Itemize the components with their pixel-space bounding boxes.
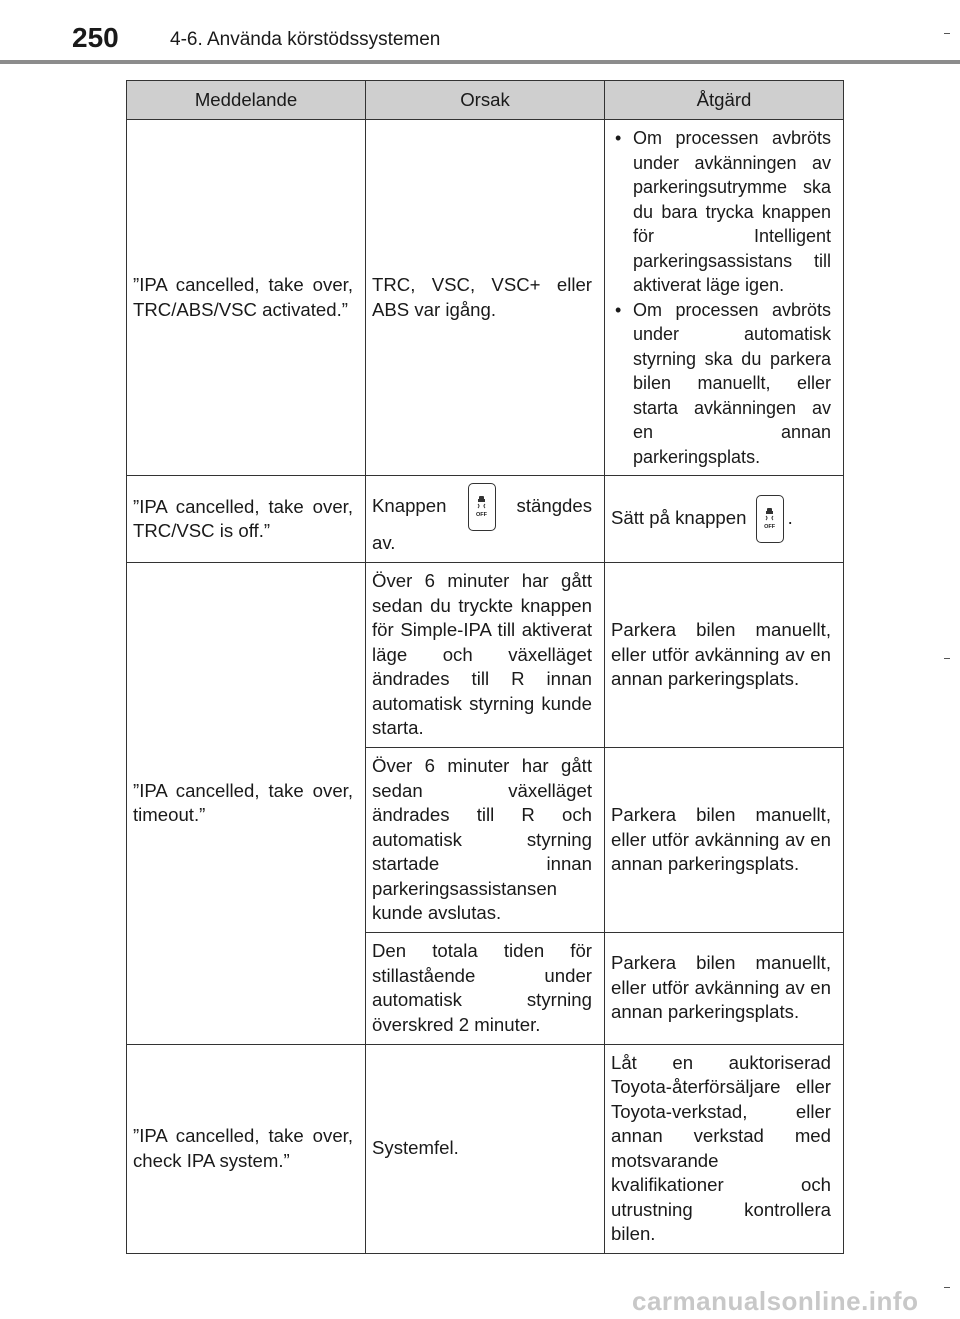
cause-cell: TRC, VSC, VSC+ eller ABS var igång.: [366, 120, 605, 476]
cause-cell: [366, 476, 605, 563]
message-table: [126, 80, 844, 1254]
margin-mark: [944, 33, 950, 34]
column-header: Orsak: [366, 81, 605, 120]
vsc-off-switch-icon: [468, 483, 496, 531]
action-list: [611, 126, 831, 469]
cause-cell: Systemfel.: [366, 1044, 605, 1253]
cause-text: Knappen: [372, 494, 447, 516]
action-cell: Parkera bilen manuellt, eller utför avkänning av en annan parkeringsplats.: [605, 748, 844, 933]
action-cell: Låt en auktoriserad Toyota-återförsäljare eller Toyota-verkstad, eller annan verkstad med motsvarande kvalifikationer och utrustning kontrollera bilen.: [605, 1044, 844, 1253]
message-cell: ”IPA cancelled, take over, TRC/ABS/VSC activated.”: [127, 120, 366, 476]
table-row: [127, 563, 844, 748]
margin-mark: [944, 658, 950, 659]
action-cell: Parkera bilen manuellt, eller utför avkänning av en annan parkeringsplats.: [605, 932, 844, 1044]
list-item: • Om processen avbröts under avkänningen av parkeringsutrymme ska du bara trycka knappen för Intelligent parkeringsassistans till aktiverat läge igen.: [611, 126, 831, 298]
cause-text: stängdes av.: [372, 494, 593, 553]
column-header: Meddelande: [127, 81, 366, 120]
vsc-off-switch-icon: [756, 495, 784, 543]
list-item: • Om processen avbröts under automatisk styrning ska du parkera bilen manuellt, eller starta avkänningen av en annan parkeringsplats.: [611, 298, 831, 470]
action-cell: [605, 120, 844, 476]
page-number: 250: [72, 22, 119, 53]
skid-car-icon: [765, 508, 774, 521]
cause-cell: Över 6 minuter har gått sedan du tryckte knappen för Simple-IPA till aktiverat läge och växelläget ändrades till R innan automatisk styrning kunde starta.: [366, 563, 605, 748]
table-header-row: [127, 81, 844, 120]
watermark: carmanualsonline.info: [632, 1286, 919, 1316]
column-header: Åtgärd: [605, 81, 844, 120]
message-cell: ”IPA cancelled, take over, TRC/VSC is off.”: [127, 476, 366, 563]
header-rule: [0, 60, 960, 64]
off-label: OFF: [764, 524, 776, 530]
table-row: [127, 120, 844, 476]
cause-cell: Över 6 minuter har gått sedan växelläget ändrades till R och automatisk styrning startade innan parkeringsassistansen kunde avslutas.: [366, 748, 605, 933]
skid-car-icon: [477, 496, 486, 509]
action-cell: [605, 476, 844, 563]
cause-cell: Den totala tiden för stillastående under automatisk styrning överskred 2 minuter.: [366, 932, 605, 1044]
table-row: [127, 1044, 844, 1253]
action-text: Sätt på knappen: [611, 506, 747, 528]
message-cell: ”IPA cancelled, take over, timeout.”: [127, 563, 366, 1045]
margin-mark: [944, 1287, 950, 1288]
action-cell: Parkera bilen manuellt, eller utför avkänning av en annan parkeringsplats.: [605, 563, 844, 748]
message-cell: ”IPA cancelled, take over, check IPA system.”: [127, 1044, 366, 1253]
off-label: OFF: [476, 511, 487, 518]
table-row: [127, 476, 844, 563]
section-title: 4-6. Använda körstödssystemen: [170, 29, 441, 50]
action-text: .: [787, 506, 793, 528]
